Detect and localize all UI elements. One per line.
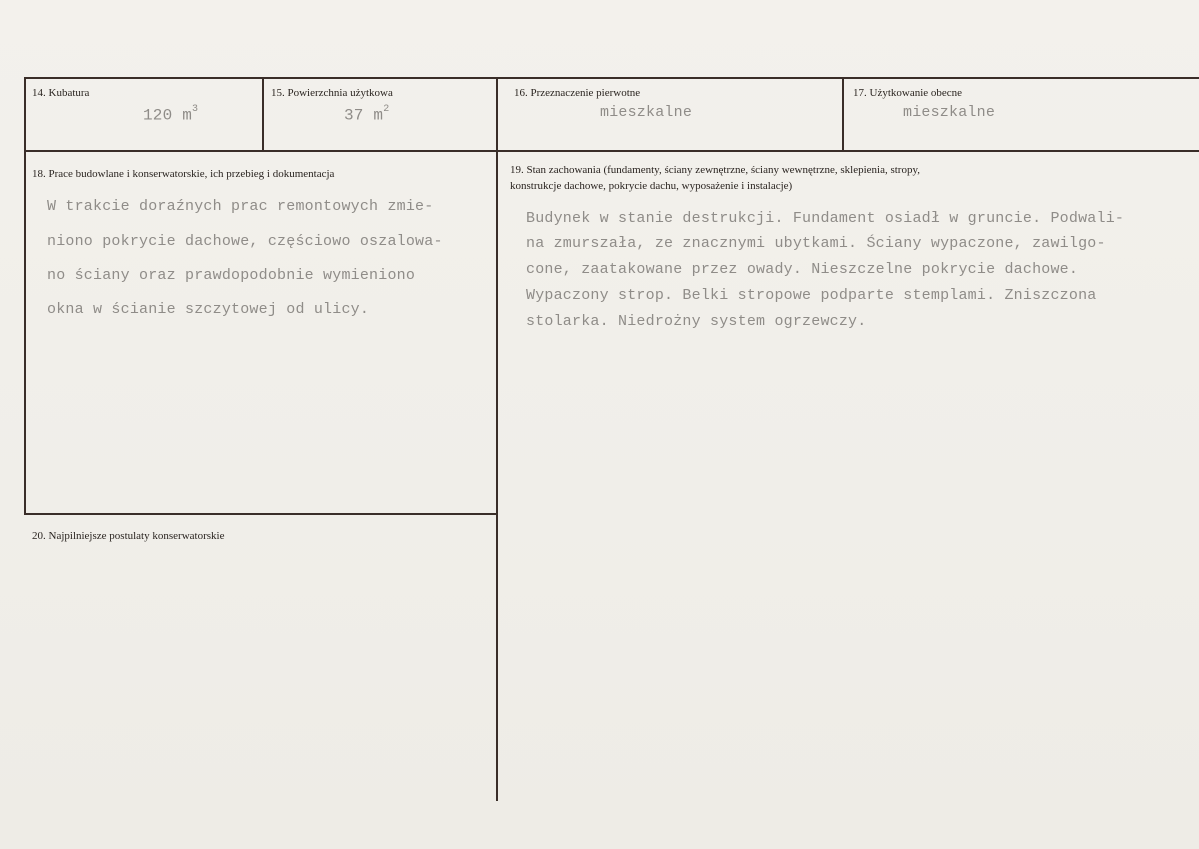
field-19-line: Wypaczony strop. Belki stropowe podparte stemplami. Zniszczona bbox=[526, 287, 1097, 304]
field-18-line: no ściany oraz prawdopodobnie wymieniono bbox=[47, 267, 416, 284]
field-16-value: mieszkalne bbox=[600, 104, 693, 121]
field-18-line: W trakcie doraźnych prac remontowych zmie- bbox=[47, 198, 434, 215]
field-19-label-line1: 19. Stan zachowania (fundamenty, ściany zewnętrzne, ściany wewnętrzne, sklepienia, stropy, bbox=[510, 164, 921, 176]
field-19-line: Budynek w stanie destrukcji. Fundament osiadł w gruncie. Podwali- bbox=[526, 210, 1125, 227]
field-18-line: niono pokrycie dachowe, częściowo oszalowa- bbox=[47, 233, 443, 250]
rule-col3 bbox=[842, 77, 844, 152]
field-20-label: 20. Najpilniejsze postulaty konserwatorskie bbox=[32, 530, 225, 542]
field-16-label: 16. Przeznaczenie pierwotne bbox=[514, 87, 641, 99]
rule-col1 bbox=[262, 77, 264, 152]
field-19-line: na zmurszała, ze znacznymi ubytkami. Ściany wypaczone, zawilgo- bbox=[526, 235, 1106, 252]
field-14-label: 14. Kubatura bbox=[32, 87, 90, 99]
field-17-label: 17. Użytkowanie obecne bbox=[853, 87, 963, 99]
field-15-value: 37 $m^2$ bbox=[344, 104, 390, 125]
field-19-label-line2: konstrukcje dachowe, pokrycie dachu, wyposażenie i instalacje) bbox=[510, 180, 793, 192]
field-14-value: 120 $m^3$ bbox=[143, 104, 199, 125]
field-18-label: 18. Prace budowlane i konserwatorskie, ich przebieg i dokumentacja bbox=[32, 168, 335, 180]
field-18-line: okna w ścianie szczytowej od ulicy. bbox=[47, 301, 370, 318]
field-17-value: mieszkalne bbox=[903, 104, 996, 121]
rule-row2-bottom bbox=[24, 513, 498, 515]
field-19-line: stolarka. Niedrożny system ogrzewczy. bbox=[526, 313, 867, 330]
field-14-unit-sup: 3 bbox=[192, 104, 199, 115]
rule-col2 bbox=[496, 77, 498, 801]
rule-row1-bottom bbox=[24, 150, 1199, 152]
field-15-unit-sup: 2 bbox=[383, 104, 390, 115]
field-15-label: 15. Powierzchnia użytkowa bbox=[271, 87, 393, 99]
field-19-line: cone, zaatakowane przez owady. Nieszczelne pokrycie dachowe. bbox=[526, 261, 1079, 278]
rule-left bbox=[24, 77, 26, 515]
rule-top bbox=[24, 77, 1199, 79]
